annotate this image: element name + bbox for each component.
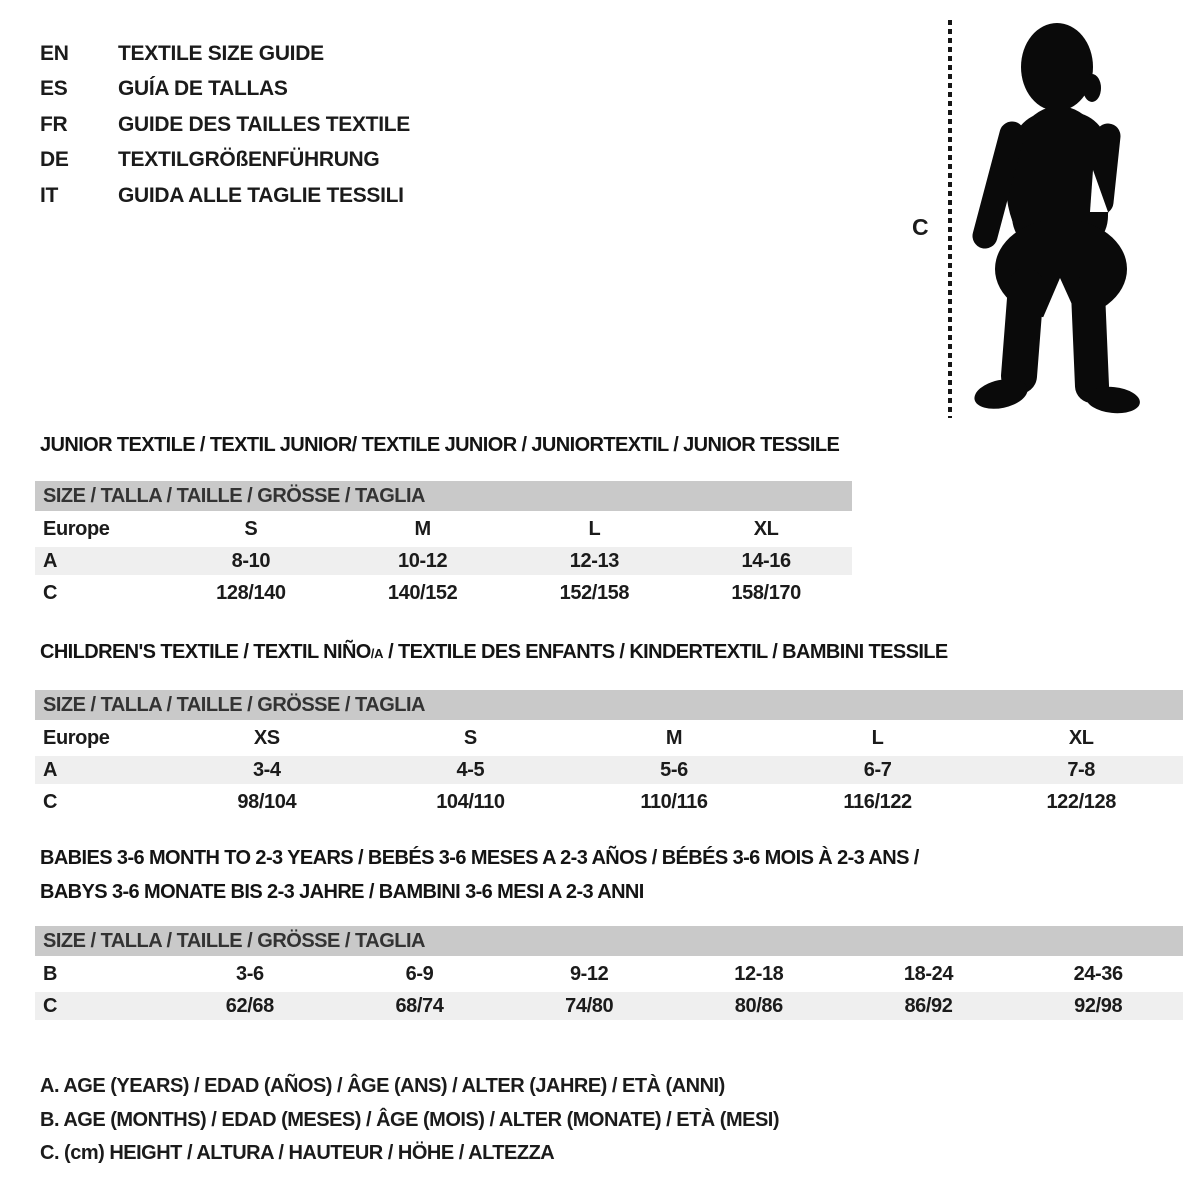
children-title-sub: /A: [370, 646, 384, 661]
lang-label-en: TEXTILE SIZE GUIDE: [118, 41, 324, 65]
junior-table-size-header: SIZE / TALLA / TAILLE / GRÖSSE / TAGLIA: [35, 481, 852, 511]
size-cell: 18-24: [903, 962, 954, 985]
lang-label-es: GUÍA DE TALLAS: [118, 77, 288, 101]
size-cell: 74/80: [565, 994, 614, 1017]
lang-row-de: [40, 143, 410, 179]
size-cell: 12-13: [569, 549, 619, 572]
legend-line-b: B. AGE (MONTHS) / EDAD (MESES) / ÂGE (MOIS) / ALTER (MONATE) / ETÀ (MESI): [40, 1108, 780, 1131]
junior-size-table: [35, 481, 852, 609]
size-cell: 104/110: [436, 790, 505, 813]
lang-label-it: GUIDA ALLE TAGLIE TESSILI: [118, 183, 404, 207]
size-cell: 3-6: [235, 962, 264, 985]
size-cell: 6-7: [863, 758, 892, 781]
children-size-table: [35, 690, 1183, 818]
size-cell: 12-18: [734, 962, 784, 985]
size-cell: 68/74: [395, 994, 444, 1017]
size-cell: 92/98: [1074, 994, 1123, 1017]
lang-code-it: IT: [40, 183, 59, 207]
size-cell: L: [588, 517, 601, 540]
lang-code-de: DE: [40, 148, 69, 172]
size-cell: 10-12: [398, 549, 448, 572]
junior-section-title: JUNIOR TEXTILE / TEXTIL JUNIOR/ TEXTILE JUNIOR / JUNIORTEXTIL / JUNIOR TESSILE: [40, 434, 840, 456]
height-measure-label: C: [912, 214, 929, 240]
size-cell: 4-5: [456, 758, 485, 781]
size-cell: 9-12: [569, 962, 609, 985]
size-cell: 24-36: [1073, 962, 1123, 985]
lang-code-fr: FR: [40, 112, 68, 136]
size-cell: 6-9: [405, 962, 434, 985]
babies-section-title-line2: BABYS 3-6 MONATE BIS 2-3 JAHRE / BAMBINI 3-6 MESI A 2-3 ANNI: [40, 881, 644, 903]
babies-row-height: [35, 990, 1183, 1022]
size-cell: M: [665, 726, 683, 749]
babies-size-table: [35, 926, 1183, 1022]
size-cell: 62/68: [225, 994, 274, 1017]
size-cell: M: [414, 517, 431, 540]
size-cell: 152/158: [559, 581, 630, 604]
size-cell: 122/128: [1046, 790, 1116, 813]
lang-code-es: ES: [40, 77, 68, 101]
lang-label-fr: GUIDE DES TAILLES TEXTILE: [118, 112, 410, 136]
size-cell: 3-4: [252, 758, 281, 781]
lang-row-es: [40, 72, 410, 108]
size-cell: XS: [253, 726, 280, 749]
row-label: B: [43, 962, 58, 985]
language-title-block: [40, 36, 410, 214]
size-cell: L: [871, 726, 884, 749]
junior-row-height: [35, 577, 852, 609]
size-cell: 116/122: [843, 790, 912, 813]
size-cell: 80/86: [734, 994, 783, 1017]
row-label: A: [43, 549, 58, 572]
children-row-europe: [35, 722, 1183, 754]
lang-code-en: EN: [40, 41, 69, 65]
size-cell: 7-8: [1067, 758, 1096, 781]
children-title-suffix: / TEXTILE DES ENFANTS / KINDERTEXTIL / BAMBINI TESSILE: [383, 641, 948, 663]
size-cell: XL: [753, 517, 779, 540]
junior-row-age: [35, 545, 852, 577]
row-label: A: [43, 758, 58, 781]
babies-section-title-line1: BABIES 3-6 MONTH TO 2-3 YEARS / BEBÉS 3-6 MESES A 2-3 AÑOS / BÉBÉS 3-6 MOIS À 2-3 ANS /: [40, 847, 919, 869]
lang-row-en: [40, 36, 410, 72]
height-measure-dashed-line: [948, 20, 952, 418]
legend-line-a: A. AGE (YEARS) / EDAD (AÑOS) / ÂGE (ANS) / ALTER (JAHRE) / ETÀ (ANNI): [40, 1075, 725, 1097]
lang-label-de: TEXTILGRÖßENFÜHRUNG: [118, 148, 380, 172]
size-cell: 86/92: [904, 994, 953, 1017]
size-cell: 140/152: [387, 581, 458, 604]
size-cell: 158/170: [731, 581, 801, 604]
children-row-age: [35, 754, 1183, 786]
lang-row-it: [40, 178, 410, 214]
size-cell: S: [244, 517, 258, 540]
babies-row-months: [35, 958, 1183, 990]
legend-line-c: C. (cm) HEIGHT / ALTURA / HAUTEUR / HÖHE / ALTEZZA: [40, 1142, 555, 1164]
children-title-prefix: CHILDREN'S TEXTILE / TEXTIL NIÑO: [40, 641, 371, 663]
children-row-height: [35, 786, 1183, 818]
children-section-title: [40, 641, 948, 664]
lang-row-fr: [40, 107, 410, 143]
size-cell: 8-10: [231, 549, 271, 572]
size-cell: 5-6: [660, 758, 688, 781]
size-cell: S: [463, 726, 477, 749]
row-label: Europe: [43, 726, 110, 749]
row-label: C: [43, 790, 58, 813]
toddler-silhouette: [962, 14, 1142, 418]
row-label: C: [43, 994, 58, 1017]
babies-table-size-header: SIZE / TALLA / TAILLE / GRÖSSE / TAGLIA: [35, 926, 1183, 956]
children-table-size-header: SIZE / TALLA / TAILLE / GRÖSSE / TAGLIA: [35, 690, 1183, 720]
size-cell: 14-16: [741, 549, 791, 572]
size-cell: 110/116: [640, 790, 708, 813]
row-label: Europe: [43, 517, 110, 540]
junior-row-europe: [35, 513, 852, 545]
size-cell: 128/140: [216, 581, 286, 604]
size-cell: XL: [1068, 726, 1094, 749]
measurement-legend: [40, 1070, 779, 1171]
size-cell: 98/104: [237, 790, 297, 813]
row-label: C: [43, 581, 58, 604]
